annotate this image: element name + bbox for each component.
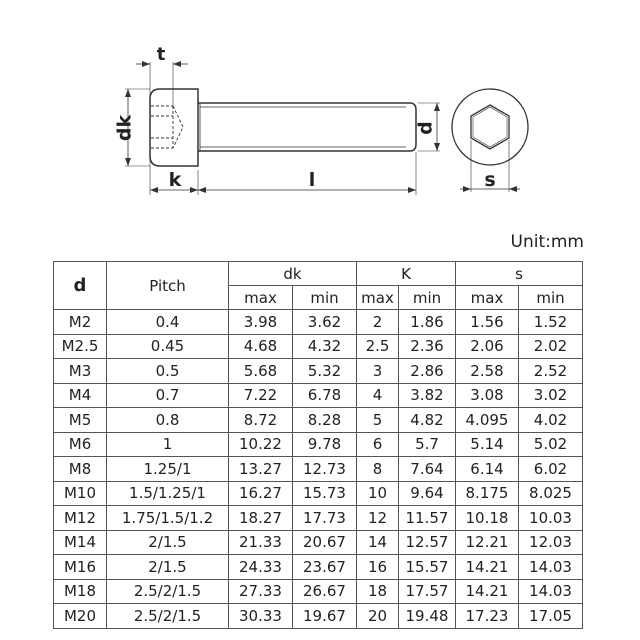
table-row (54, 579, 583, 604)
table-row (54, 408, 583, 433)
cell-pitch: 2/1.5 (107, 530, 229, 555)
cell-s-min: 14.03 (519, 555, 583, 580)
cell-s-max: 2.06 (456, 334, 519, 359)
cell-dk-min: 3.62 (293, 310, 357, 335)
cell-k-max: 5 (357, 408, 399, 433)
table-row (54, 383, 583, 408)
cell-k-max: 6 (357, 432, 399, 457)
cell-pitch: 2.5/2/1.5 (107, 579, 229, 604)
cell-k-max: 8 (357, 457, 399, 482)
cell-dk-min: 5.32 (293, 359, 357, 384)
header-dk: dk (229, 262, 357, 286)
cell-d: M4 (54, 383, 107, 408)
cell-k-min: 1.86 (399, 310, 456, 335)
cell-d: M12 (54, 506, 107, 531)
cell-dk-max: 4.68 (229, 334, 293, 359)
label-k: k (168, 169, 182, 191)
cell-pitch: 1 (107, 432, 229, 457)
table-row (54, 457, 583, 482)
cell-s-min: 8.025 (519, 481, 583, 506)
cell-k-max: 2 (357, 310, 399, 335)
cell-s-max: 5.14 (456, 432, 519, 457)
cell-k-min: 17.57 (399, 579, 456, 604)
cell-k-max: 12 (357, 506, 399, 531)
label-l: l (308, 169, 316, 191)
cell-s-min: 12.03 (519, 530, 583, 555)
cell-k-min: 7.64 (399, 457, 456, 482)
cell-s-max: 2.58 (456, 359, 519, 384)
cell-dk-max: 7.22 (229, 383, 293, 408)
cell-k-min: 19.48 (399, 604, 456, 629)
cell-s-max: 10.18 (456, 506, 519, 531)
cell-k-min: 2.86 (399, 359, 456, 384)
cell-pitch: 0.4 (107, 310, 229, 335)
cell-k-min: 5.7 (399, 432, 456, 457)
cell-k-min: 11.57 (399, 506, 456, 531)
cell-pitch: 2.5/2/1.5 (107, 604, 229, 629)
cell-dk-min: 23.67 (293, 555, 357, 580)
cell-d: M3 (54, 359, 107, 384)
cell-dk-max: 5.68 (229, 359, 293, 384)
cell-s-min: 17.05 (519, 604, 583, 629)
cell-d: M10 (54, 481, 107, 506)
header-k-max: max (357, 286, 399, 310)
cell-k-min: 4.82 (399, 408, 456, 433)
header-s-max: max (456, 286, 519, 310)
cell-d: M14 (54, 530, 107, 555)
header-k: K (357, 262, 456, 286)
table-row (54, 506, 583, 531)
cell-dk-min: 8.28 (293, 408, 357, 433)
cell-dk-min: 26.67 (293, 579, 357, 604)
cell-dk-max: 8.72 (229, 408, 293, 433)
cell-s-min: 14.03 (519, 579, 583, 604)
cell-k-min: 15.57 (399, 555, 456, 580)
cell-d: M20 (54, 604, 107, 629)
cell-s-max: 3.08 (456, 383, 519, 408)
label-t: t (156, 44, 166, 65)
cell-d: M18 (54, 579, 107, 604)
cell-pitch: 2/1.5 (107, 555, 229, 580)
cell-dk-max: 13.27 (229, 457, 293, 482)
table-row (54, 555, 583, 580)
unit-label: Unit:mm (510, 232, 584, 252)
cell-s-min: 4.02 (519, 408, 583, 433)
cell-s-min: 5.02 (519, 432, 583, 457)
cell-s-min: 10.03 (519, 506, 583, 531)
cell-pitch: 0.7 (107, 383, 229, 408)
cell-s-min: 6.02 (519, 457, 583, 482)
label-d: d (414, 121, 437, 135)
cell-d: M5 (54, 408, 107, 433)
label-dk: dk (113, 114, 136, 142)
table-row (54, 481, 583, 506)
dimension-table (53, 261, 583, 629)
cell-d: M8 (54, 457, 107, 482)
cell-s-max: 1.56 (456, 310, 519, 335)
cell-pitch: 1.25/1 (107, 457, 229, 482)
cell-pitch: 1.5/1.25/1 (107, 481, 229, 506)
cell-pitch: 1.75/1.5/1.2 (107, 506, 229, 531)
header-pitch: Pitch (107, 262, 229, 310)
label-s: s (484, 169, 496, 191)
cell-s-max: 4.095 (456, 408, 519, 433)
cell-s-min: 3.02 (519, 383, 583, 408)
header-dk-min: min (293, 286, 357, 310)
cell-s-max: 14.21 (456, 555, 519, 580)
cell-pitch: 0.8 (107, 408, 229, 433)
table-row (54, 604, 583, 629)
cell-k-min: 2.36 (399, 334, 456, 359)
cell-s-max: 8.175 (456, 481, 519, 506)
cell-k-min: 3.82 (399, 383, 456, 408)
cell-dk-max: 21.33 (229, 530, 293, 555)
cell-d: M2 (54, 310, 107, 335)
table-row (54, 432, 583, 457)
cell-k-max: 14 (357, 530, 399, 555)
cell-k-max: 16 (357, 555, 399, 580)
cell-s-max: 6.14 (456, 457, 519, 482)
cell-d: M6 (54, 432, 107, 457)
cell-k-min: 9.64 (399, 481, 456, 506)
header-k-min: min (399, 286, 456, 310)
cell-dk-min: 20.67 (293, 530, 357, 555)
cell-s-max: 14.21 (456, 579, 519, 604)
screw-drawing (0, 0, 640, 230)
cell-dk-max: 30.33 (229, 604, 293, 629)
cell-pitch: 0.5 (107, 359, 229, 384)
socket-head-cap-screw-icon (0, 0, 640, 230)
table-row (54, 310, 583, 335)
cell-pitch: 0.45 (107, 334, 229, 359)
cell-dk-min: 4.32 (293, 334, 357, 359)
header-s-min: min (519, 286, 583, 310)
cell-dk-min: 9.78 (293, 432, 357, 457)
cell-k-max: 3 (357, 359, 399, 384)
table-row (54, 359, 583, 384)
cell-dk-max: 10.22 (229, 432, 293, 457)
cell-k-max: 4 (357, 383, 399, 408)
cell-s-min: 1.52 (519, 310, 583, 335)
cell-dk-min: 15.73 (293, 481, 357, 506)
table-row (54, 530, 583, 555)
cell-d: M2.5 (54, 334, 107, 359)
cell-s-min: 2.52 (519, 359, 583, 384)
cell-dk-max: 16.27 (229, 481, 293, 506)
cell-k-max: 2.5 (357, 334, 399, 359)
cell-s-max: 12.21 (456, 530, 519, 555)
cell-dk-min: 12.73 (293, 457, 357, 482)
header-s: s (456, 262, 583, 286)
cell-k-max: 10 (357, 481, 399, 506)
cell-dk-max: 3.98 (229, 310, 293, 335)
cell-s-max: 17.23 (456, 604, 519, 629)
cell-s-min: 2.02 (519, 334, 583, 359)
cell-k-max: 18 (357, 579, 399, 604)
cell-k-min: 12.57 (399, 530, 456, 555)
cell-dk-max: 24.33 (229, 555, 293, 580)
header-dk-max: max (229, 286, 293, 310)
cell-dk-max: 18.27 (229, 506, 293, 531)
cell-k-max: 20 (357, 604, 399, 629)
cell-dk-min: 19.67 (293, 604, 357, 629)
cell-dk-max: 27.33 (229, 579, 293, 604)
cell-dk-min: 17.73 (293, 506, 357, 531)
header-d: d (54, 262, 107, 310)
cell-d: M16 (54, 555, 107, 580)
table-row (54, 334, 583, 359)
cell-dk-min: 6.78 (293, 383, 357, 408)
